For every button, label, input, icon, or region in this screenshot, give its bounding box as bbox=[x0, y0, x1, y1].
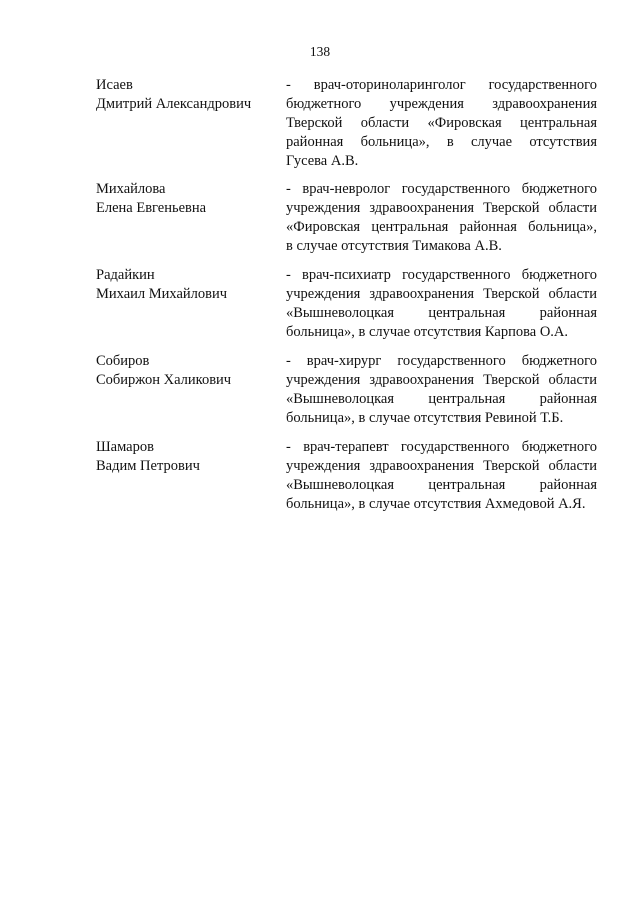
description-line: - врач-оториноларинголог государственного bbox=[286, 77, 597, 93]
description-line: «Вышневолоцкая центральная районная bbox=[286, 477, 597, 493]
description-line: учреждения здравоохранения Тверской области bbox=[286, 372, 597, 388]
description-line: «Вышневолоцкая центральная районная bbox=[286, 305, 597, 321]
description-line: в случае отсутствия Тимакова А.В. bbox=[286, 238, 502, 254]
description-line: учреждения здравоохранения Тверской области bbox=[286, 458, 597, 474]
surname: Собиров bbox=[96, 353, 150, 369]
description-line: - врач-терапевт государственного бюджетного bbox=[286, 439, 597, 455]
description-line: Тверской области «Фировская центральная bbox=[286, 115, 597, 131]
description-line: «Фировская центральная районная больница», bbox=[286, 219, 597, 235]
person-name bbox=[96, 438, 276, 476]
description-line: учреждения здравоохранения Тверской области bbox=[286, 200, 597, 216]
description-line: больница», в случае отсутствия Карпова О.А. bbox=[286, 324, 569, 340]
surname: Радайкин bbox=[96, 267, 155, 283]
description-line: - врач-психиатр государственного бюджетного bbox=[286, 267, 597, 283]
page-number: 138 bbox=[309, 44, 331, 59]
person-name bbox=[96, 76, 276, 114]
description-line: бюджетного учреждения здравоохранения bbox=[286, 96, 597, 112]
description-line: Гусева А.В. bbox=[286, 153, 359, 169]
given-names: Елена Евгеньевна bbox=[96, 200, 207, 216]
description-line: - врач-хирург государственного бюджетного bbox=[286, 353, 597, 369]
person-name bbox=[96, 180, 276, 218]
position-description bbox=[286, 76, 597, 171]
surname: Исаев bbox=[96, 77, 133, 93]
position-description bbox=[286, 352, 597, 428]
person-name bbox=[96, 352, 276, 390]
person-name bbox=[96, 266, 276, 304]
description-line: учреждения здравоохранения Тверской области bbox=[286, 286, 597, 302]
surname: Шамаров bbox=[96, 439, 154, 455]
description-line: больница», в случае отсутствия Ахмедовой А.Я. bbox=[286, 496, 586, 512]
position-description bbox=[286, 266, 597, 342]
given-names: Вадим Петрович bbox=[96, 458, 200, 474]
given-names: Дмитрий Александрович bbox=[96, 96, 252, 112]
description-line: «Вышневолоцкая центральная районная bbox=[286, 391, 597, 407]
description-line: больница», в случае отсутствия Ревиной Т.Б. bbox=[286, 410, 564, 426]
description-line: - врач-невролог государственного бюджетного bbox=[286, 181, 597, 197]
description-line: районная больница», в случае отсутствия bbox=[286, 134, 597, 150]
position-description bbox=[286, 180, 597, 256]
given-names: Собиржон Халикович bbox=[96, 372, 232, 388]
position-description bbox=[286, 438, 597, 514]
surname: Михайлова bbox=[96, 181, 166, 197]
given-names: Михаил Михайлович bbox=[96, 286, 228, 302]
